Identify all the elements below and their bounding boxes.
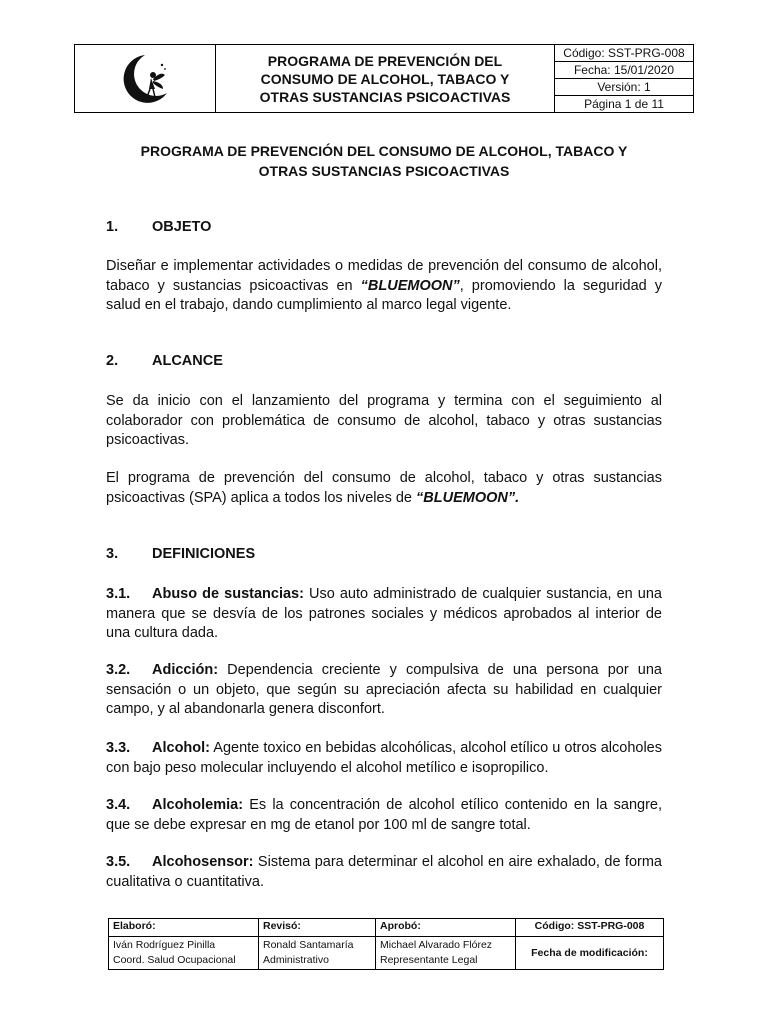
doc-code: Código: SST-PRG-008 xyxy=(555,45,693,62)
definition-number: 3.4. xyxy=(106,797,131,813)
document-header xyxy=(74,44,694,113)
page-title-line: OTRAS SUSTANCIAS PSICOACTIVAS xyxy=(258,163,510,179)
header-title-line: OTRAS SUSTANCIAS PSICOACTIVAS xyxy=(259,88,511,105)
section-title: DEFINICIONES xyxy=(152,546,256,562)
header-title-line: PROGRAMA DE PREVENCIÓN DEL xyxy=(267,52,503,69)
objeto-text: , promoviendo la seguridad y salud en el trabajo, dando cumplimiento al marco legal vigente. xyxy=(106,277,662,313)
definition-item xyxy=(106,661,662,720)
footer-aprobo-label: Aprobó: xyxy=(376,919,516,937)
footer-reviso-label: Revisó: xyxy=(259,919,376,937)
elaboro-name: Iván Rodríguez Pinilla xyxy=(113,939,216,951)
alcance-paragraph-2 xyxy=(106,469,662,508)
alcance-paragraph-1: Se da inicio con el lanzamiento del programa y termina con el seguimiento al colaborador con problemática de consumo de alcohol, tabaco y otras sustancias psicoactivas. xyxy=(106,393,662,448)
definition-item xyxy=(106,739,662,778)
section-title: ALCANCE xyxy=(152,353,223,369)
definition-text: Dependencia creciente y compulsiva de una persona por una sensación o un objeto, que según su apreciación afecta su habilidad en cualquier campo, y al abandonarla genera disconfort. xyxy=(106,662,662,717)
header-meta xyxy=(555,45,694,113)
elaboro-role: Coord. Salud Ocupacional xyxy=(113,954,236,966)
approval-footer xyxy=(108,918,664,970)
doc-page: Página 1 de 11 xyxy=(584,97,664,111)
page-title xyxy=(106,141,662,181)
definition-number: 3.5. xyxy=(106,854,131,870)
definition-term: Abuso de sustancias: xyxy=(152,586,304,602)
aprobo-name: Michael Alvarado Flórez xyxy=(380,939,493,951)
definition-item xyxy=(106,796,662,835)
definition-item xyxy=(106,853,662,892)
objeto-text: Diseñar e implementar actividades o medidas de prevención del consumo de alcohol, tabaco y sustancias psicoactivas en xyxy=(106,258,662,294)
objeto-paragraph xyxy=(106,257,662,316)
section-number: 3. xyxy=(106,546,119,562)
doc-date: Fecha: 15/01/2020 xyxy=(555,62,693,79)
footer-elaboro xyxy=(109,937,259,970)
section-number: 1. xyxy=(106,219,119,235)
header-title xyxy=(216,45,555,113)
definition-text: Es la concentración de alcohol etílico contenido en la sangre, que se debe expresar en mg de etanol por 100 ml de sangre total. xyxy=(106,797,662,833)
section-heading-alcance xyxy=(106,353,223,369)
reviso-role: Administrativo xyxy=(263,954,329,966)
definition-term: Alcoholemia: xyxy=(152,797,244,813)
footer-elaboro-label: Elaboró: xyxy=(109,919,259,937)
header-title-line: CONSUMO DE ALCOHOL, TABACO Y xyxy=(260,70,510,87)
moon-fairy-logo-icon xyxy=(115,49,175,109)
definition-item xyxy=(106,585,662,644)
definition-term: Alcohosensor: xyxy=(152,854,254,870)
definition-text: Sistema para determinar el alcohol en aire exhalado, de forma cualitativa o cuantitativa. xyxy=(106,854,662,890)
section-heading-objeto xyxy=(106,219,211,235)
footer-modification-date: Fecha de modificación: xyxy=(516,937,664,970)
definition-term: Alcohol: xyxy=(152,740,210,756)
page-title-line: PROGRAMA DE PREVENCIÓN DEL CONSUMO DE ALCOHOL, TABACO Y xyxy=(140,143,628,159)
reviso-name: Ronald Santamaría xyxy=(263,939,354,951)
section-heading-definiciones xyxy=(106,546,255,562)
definition-number: 3.3. xyxy=(106,740,131,756)
definition-number: 3.2. xyxy=(106,662,131,678)
aprobo-role: Representante Legal xyxy=(380,954,478,966)
doc-version: Versión: 1 xyxy=(555,79,693,96)
logo-cell xyxy=(75,45,216,113)
company-name: “BLUEMOON” xyxy=(360,277,460,294)
footer-doc-code: Código: SST-PRG-008 xyxy=(516,919,664,937)
definition-term: Adicción: xyxy=(152,662,219,678)
definition-text: Agente toxico en bebidas alcohólicas, alcohol etílico u otros alcoholes con bajo peso molecular incluyendo el alcohol metílico e isopropilico. xyxy=(106,740,662,776)
section-number: 2. xyxy=(106,353,119,369)
footer-reviso xyxy=(259,937,376,970)
section-title: OBJETO xyxy=(152,219,212,235)
definition-number: 3.1. xyxy=(106,586,131,602)
definition-text: Uso auto administrado de cualquier sustancia, en una manera que se desvía de los patrones sociales y médicos aprobados al interior de una cultura dada. xyxy=(106,586,663,641)
footer-aprobo xyxy=(376,937,516,970)
company-name: “BLUEMOON”. xyxy=(416,489,520,506)
alcance-text: El programa de prevención del consumo de alcohol, tabaco y otras sustancias psicoactivas (SPA) aplica a todos los niveles de xyxy=(106,470,662,506)
